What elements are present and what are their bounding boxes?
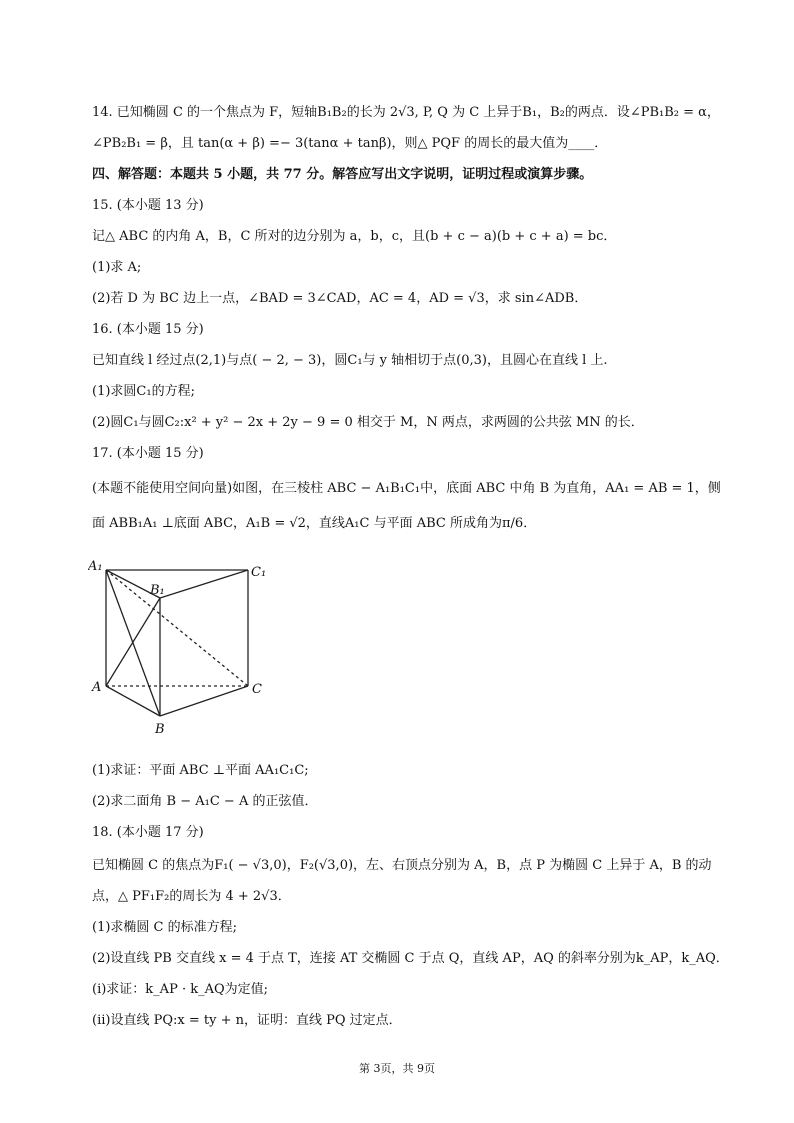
q15-stem: 记△ ABC 的内角 A，B，C 所对的边分别为 a，b，c，且(b + c − a)(b + c + a) = bc． bbox=[92, 229, 617, 244]
q16-stem: 已知直线 l 经过点(2,1)与点( − 2, − 3)，圆C₁与 y 轴相切于点(0,3)，且圆心在直线 l 上. bbox=[92, 353, 608, 368]
q17-part2: (2)求二面角 B − A₁C − A 的正弦值． bbox=[92, 794, 318, 809]
q18-part2-ii: (ⅱ)设直线 PQ:x = ty + n，证明：直线 PQ 过定点． bbox=[92, 1013, 402, 1028]
q18-part1: (1)求椭圆 C 的标准方程; bbox=[92, 920, 238, 935]
edge-a-b1 bbox=[106, 598, 160, 686]
label-a1: A₁ bbox=[88, 559, 103, 574]
q16-title: 16. (本小题 15 分) bbox=[92, 322, 204, 337]
label-b: B bbox=[155, 722, 165, 737]
q17-title: 17. (本小题 15 分) bbox=[92, 446, 204, 461]
q18-title: 18. (本小题 17 分) bbox=[92, 825, 204, 840]
q18-part2: (2)设直线 PB 交直线 x = 4 于点 T，连接 AT 交椭圆 C 于点 Q，直线 AP，AQ 的斜率分别为k_AP，k_AQ． bbox=[92, 951, 729, 966]
label-c: C bbox=[252, 682, 262, 697]
q18-stem1: 已知椭圆 C 的焦点为F₁( − √3,0)，F₂(√3,0)，左、右顶点分别为 A，B，点 P 为椭圆 C 上异于 A，B 的动 bbox=[92, 858, 712, 873]
q15-part1: (1)求 A; bbox=[92, 260, 142, 275]
label-c1: C₁ bbox=[251, 565, 267, 580]
q14-line2: ∠PB₂B₁ = β，且 tan(α + β) =− 3(tanα + tanβ)，则△ PQF 的周长的最大值为____． bbox=[92, 136, 608, 151]
q18-part2-i: (ⅰ)求证：k_AP · k_AQ为定值; bbox=[92, 982, 269, 997]
prism-figure bbox=[88, 558, 278, 738]
q17-part1: (1)求证：平面 ABC ⊥平面 AA₁C₁C; bbox=[92, 763, 309, 778]
edge-b1-c1 bbox=[160, 570, 248, 598]
q16-part1: (1)求圆C₁的方程; bbox=[92, 384, 195, 399]
section-heading: 四、解答题：本题共 5 小题，共 77 分。解答应写出文字说明，证明过程或演算步骤。 bbox=[92, 167, 593, 182]
edge-b-c bbox=[160, 686, 248, 716]
q15-part2: (2)若 D 为 BC 边上一点，∠BAD = 3∠CAD，AC = 4，AD = √3，求 sin∠ADB． bbox=[92, 291, 588, 306]
q14-line1: 14. 已知椭圆 C 的一个焦点为 F，短轴B₁B₂的长为 2√3, P, Q 为 C 上异于B₁，B₂的两点．设∠PB₁B₂ = α， bbox=[92, 105, 720, 120]
label-a: A bbox=[92, 680, 102, 695]
label-b1: B₁ bbox=[150, 583, 165, 598]
q18-stem2: 点，△ PF₁F₂的周长为 4 + 2√3． bbox=[92, 889, 291, 904]
q17-stem2: 面 ABB₁A₁ ⊥底面 ABC，A₁B = √2，直线A₁C 与平面 ABC 所成角为π/6． bbox=[92, 516, 537, 531]
edge-a-b bbox=[106, 686, 160, 716]
page-footer: 第 3页，共 9页 bbox=[359, 1062, 435, 1075]
q16-part2: (2)圆C₁与圆C₂:x² + y² − 2x + 2y − 9 = 0 相交于 M，N 两点，求两圆的公共弦 MN 的长． bbox=[92, 415, 644, 430]
q15-title: 15. (本小题 13 分) bbox=[92, 198, 204, 213]
q17-stem1: (本题不能使用空间向量)如图，在三棱柱 ABC − A₁B₁C₁中，底面 ABC 中角 B 为直角，AA₁ = AB = 1，侧 bbox=[92, 481, 721, 496]
